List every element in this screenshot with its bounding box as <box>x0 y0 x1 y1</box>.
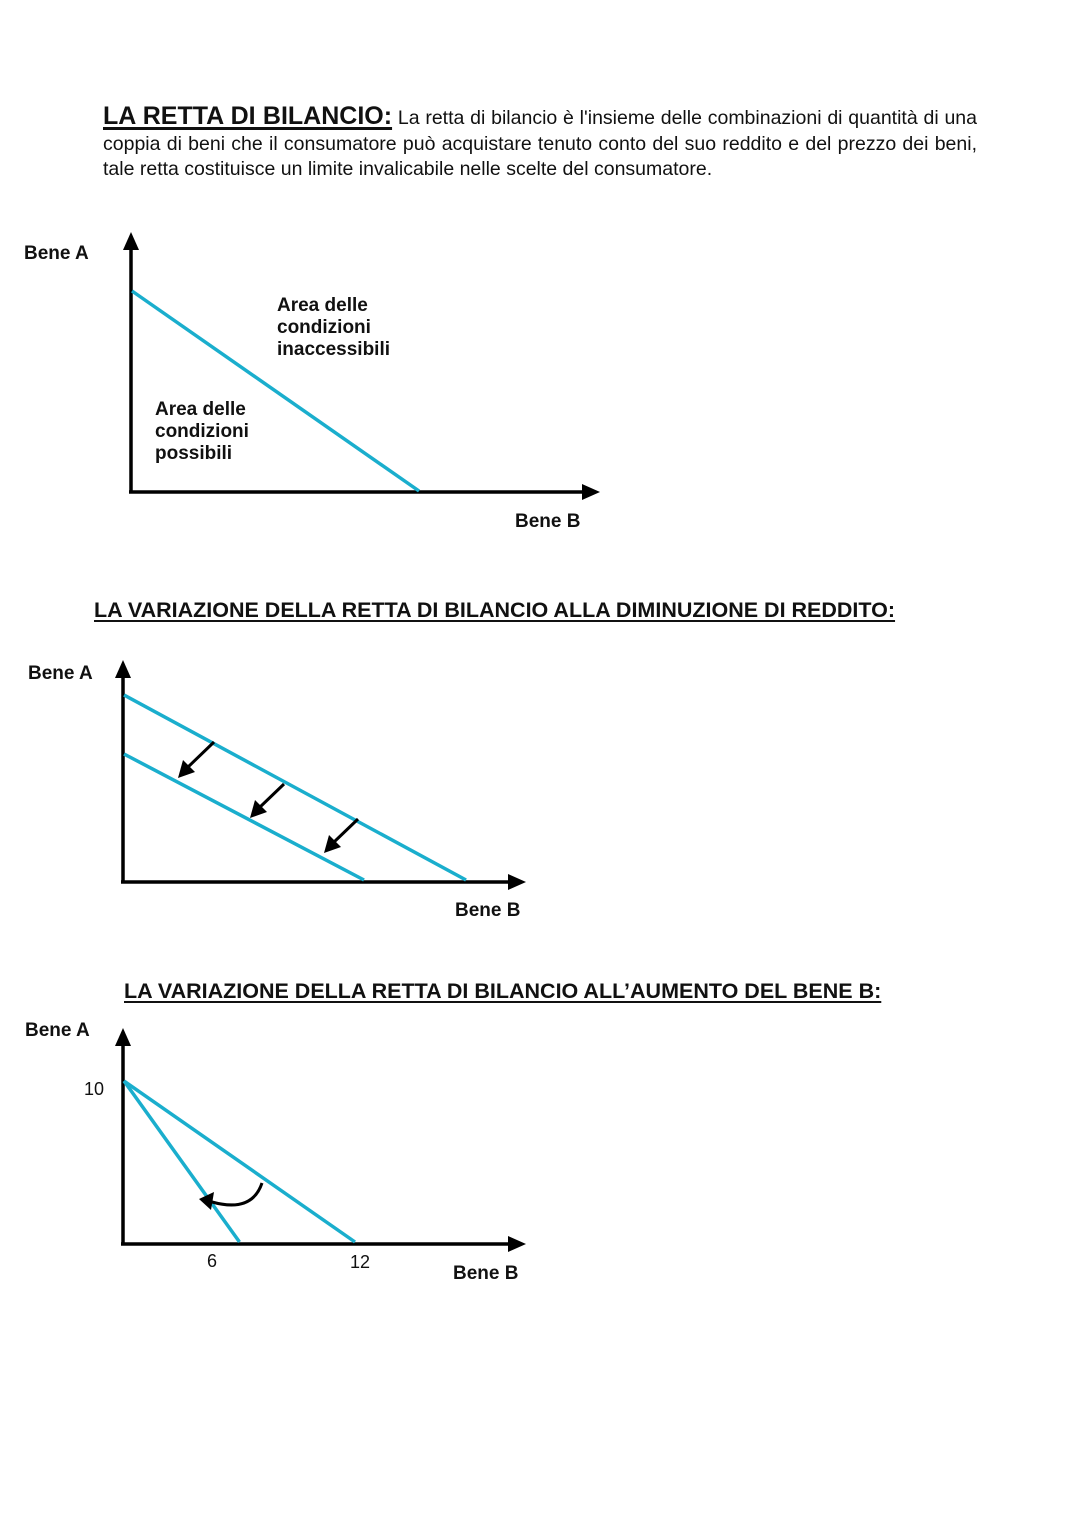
x-axis-label: Bene B <box>515 511 581 532</box>
arrow-down-left-icon <box>178 742 214 778</box>
x-axis-arrow-icon <box>582 484 600 500</box>
area-possible-label: Area delle condizioni possibili <box>155 399 249 464</box>
x-axis-arrow-icon <box>508 1236 526 1252</box>
x-axis-label: Bene B <box>455 900 521 921</box>
arrow-down-left-icon <box>250 784 284 818</box>
intro-heading: LA RETTA DI BILANCIO: <box>103 102 393 130</box>
y-intercept-label: 10 <box>84 1079 105 1099</box>
x-axis-label: Bene B <box>453 1263 519 1284</box>
budget-line-before <box>124 1081 355 1242</box>
y-axis-label: Bene A <box>24 243 89 264</box>
x-tick-label-6: 6 <box>207 1251 218 1271</box>
x-tick-label-12: 12 <box>350 1252 371 1272</box>
budget-line-diagram <box>0 220 620 540</box>
y-axis-label: Bene A <box>25 1020 90 1041</box>
good-b-rotation-diagram <box>0 1010 560 1300</box>
good-b-price-title: LA VARIAZIONE DELLA RETTA DI BILANCIO ALL’AUMENTO DEL BENE B: <box>124 979 882 1003</box>
budget-line-original <box>124 695 466 880</box>
budget-lines <box>124 1081 355 1242</box>
y-axis-arrow-icon <box>115 1028 131 1046</box>
area-inaccessible-label: Area delle condizioni inaccessibili <box>277 295 391 360</box>
intro-text: La retta di bilancio è l'insieme delle combinazioni di quantità di una coppia di beni che il consumatore può acquistare tenuto conto del suo reddito e del prezzo dei beni, tale retta costituisce un limite invalicabile nelle scelte del consumatore. <box>103 107 977 180</box>
x-axis-arrow-icon <box>508 874 526 890</box>
arrow-down-left-icon <box>324 819 358 853</box>
y-axis-arrow-icon <box>123 232 139 250</box>
y-axis-label: Bene A <box>28 663 93 684</box>
y-axis-arrow-icon <box>115 660 131 678</box>
income-decrease-diagram <box>0 650 560 930</box>
budget-line-shifted <box>124 754 364 880</box>
curved-arrow-icon <box>199 1183 262 1210</box>
budget-line-after <box>124 1081 240 1242</box>
income-decrease-title: LA VARIAZIONE DELLA RETTA DI BILANCIO ALLA DIMINUZIONE DI REDDITO: <box>94 598 896 622</box>
intro-paragraph <box>103 104 977 183</box>
